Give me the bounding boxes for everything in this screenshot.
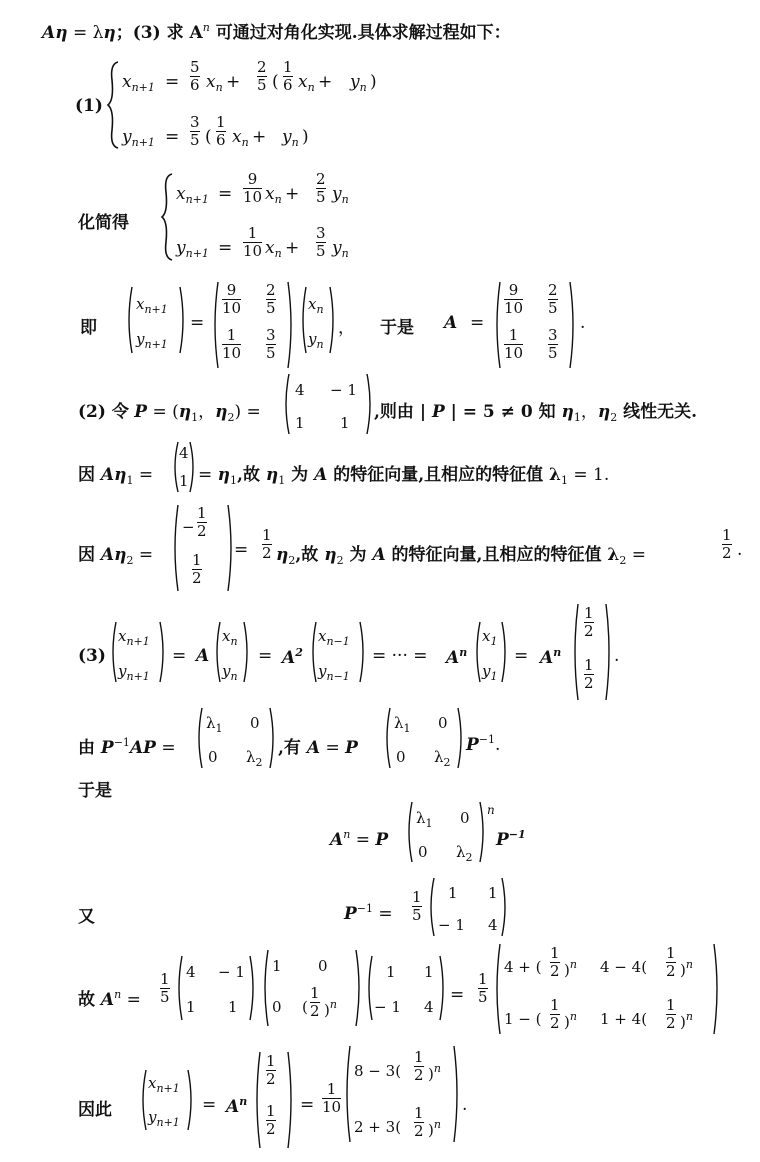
matA-m21: 1 10 xyxy=(504,326,524,362)
sys1-r1-lhs: $x_{n+1}$ xyxy=(122,72,155,94)
gu-r22f: 1 2 xyxy=(666,996,676,1032)
mat1-period: . xyxy=(580,313,586,333)
sys1-r1-x2: $x_n$ xyxy=(298,72,315,94)
gu-r12a: 4 − 4( xyxy=(600,958,648,976)
yushi-label: 于是 xyxy=(78,781,112,801)
you-m12: 1 xyxy=(488,884,498,902)
e1-v2: 1 xyxy=(179,472,189,490)
mat1-A: A xyxy=(444,313,458,333)
l3-eq4: = xyxy=(514,646,529,666)
gu-b22-frac: 1 2 xyxy=(310,984,320,1020)
sys1-r2-eq: = xyxy=(165,127,180,147)
mat1-m11: 9 10 xyxy=(222,281,242,317)
gu-r21f: 1 2 xyxy=(550,996,560,1032)
linep-text: (2) 令 $P = (\eta_1$，$\eta_2$) = xyxy=(78,402,261,424)
sys1-r1-frac3: 1 6 xyxy=(283,58,293,94)
l3-label: (3) xyxy=(78,646,106,666)
final-r2f: 1 2 xyxy=(414,1104,424,1140)
sys2-label: 化简得 xyxy=(78,213,129,233)
sys2-r1-y: $y_n$ xyxy=(332,184,349,206)
final-f1: 1 2 xyxy=(266,1052,276,1088)
sys1-r1-frac1: 5 6 xyxy=(190,58,200,94)
gu-a12: − 1 xyxy=(218,963,245,981)
gu-b22-open: ( xyxy=(302,998,308,1016)
final-v-bot: $y_{n+1}$ xyxy=(148,1108,180,1129)
gu-c11: 1 xyxy=(386,963,396,981)
mat1-eq: = xyxy=(190,313,205,333)
linep-m21: 1 xyxy=(295,414,305,432)
e2-v2: 1 2 xyxy=(192,551,202,587)
final-label: 因此 xyxy=(78,1100,112,1120)
diag-n11: $\lambda_1$ xyxy=(394,714,411,735)
sys1-r2-x: $x_n$ xyxy=(232,127,249,149)
matA-m22: 3 5 xyxy=(548,326,558,362)
you-left: $P^{-1}$ = xyxy=(344,902,393,924)
mat1-yushi: 于是 xyxy=(380,318,414,338)
diag-right: $P^{-1}$. xyxy=(466,733,501,755)
final-r2a: 2 + 3( xyxy=(354,1118,402,1136)
gu-r12f: 1 2 xyxy=(666,944,676,980)
sup-n: n xyxy=(202,21,210,34)
final-r1f: 1 2 xyxy=(414,1048,424,1084)
sys2-r1-eq: = xyxy=(218,184,233,204)
e2-period: . xyxy=(737,540,743,560)
l3-v1-bot: $y_{n+1}$ xyxy=(118,662,150,683)
eta: η xyxy=(103,23,116,43)
gu-frac2: 1 5 xyxy=(478,970,488,1006)
gu-b11: 1 xyxy=(272,957,282,975)
matA-m11: 9 10 xyxy=(504,281,524,317)
e2-left: 因 $A\eta_2$ = xyxy=(78,545,154,567)
sys2-r1-x: $x_n$ xyxy=(265,184,282,206)
sys2-r2-frac1: 1 10 xyxy=(243,224,263,260)
gu-a22: 1 xyxy=(228,998,238,1016)
l3-eq1: = xyxy=(172,646,187,666)
sys2-r2-eq: = xyxy=(218,238,233,258)
e2-val: 1 2 xyxy=(722,526,732,562)
l3-f2: 1 2 xyxy=(584,656,594,692)
gu-r12b: )$^n$ xyxy=(680,958,693,979)
e1-left: 因 $A\eta_1$ = xyxy=(78,465,154,487)
gu-b12: 0 xyxy=(318,957,328,975)
diag-n12: 0 xyxy=(438,714,448,732)
e2-v1: 1 2 xyxy=(197,504,207,540)
diag-m11: $\lambda_1$ xyxy=(206,714,223,735)
l3-v4-bot: $y_1$ xyxy=(482,662,498,683)
l3-f1: 1 2 xyxy=(584,604,594,640)
e1-v1: 4 xyxy=(179,444,189,462)
l3-A2: $A^2$ xyxy=(282,646,303,668)
sys1-r2-lhs: $y_{n+1}$ xyxy=(122,127,155,149)
gu-eq2: = xyxy=(450,985,465,1005)
l3-A4: $A^n$ xyxy=(540,646,562,668)
gu-b21: 0 xyxy=(272,998,282,1016)
eq-lambda: = λ xyxy=(67,23,104,43)
gu-r11a: 4 + ( xyxy=(504,958,542,976)
diag-m21: 0 xyxy=(208,748,218,766)
an-left: $A^n = P$ xyxy=(330,828,389,850)
gu-r21b: )$^n$ xyxy=(564,1010,577,1031)
sys1-r1-popen: ( xyxy=(272,72,279,92)
gu-frac: 1 5 xyxy=(160,970,170,1006)
sys2-r1-frac1: 9 10 xyxy=(243,170,263,206)
l3-v3-bot: $y_{n-1}$ xyxy=(318,662,350,683)
linep-m11: 4 xyxy=(295,381,305,399)
l3-eq3: = ··· = xyxy=(372,646,428,666)
mat1-vec1-bot: $y_{n+1}$ xyxy=(136,330,168,351)
gu-c12: 1 xyxy=(424,963,434,981)
final-A: $A^n$ xyxy=(226,1095,248,1117)
e2-coef: 1 2 xyxy=(262,526,272,562)
you-m22: 4 xyxy=(488,916,498,934)
l3-v1-top: $x_{n+1}$ xyxy=(118,627,150,648)
l3-period: . xyxy=(614,646,620,666)
an-sup2: n xyxy=(487,803,495,817)
diag-mid: ,有 A = P xyxy=(278,738,358,758)
l3-v2-top: $x_n$ xyxy=(222,627,238,648)
sys2-r2-plus: + xyxy=(285,238,300,258)
diag-left: 由 $P^{-1}AP$ = xyxy=(78,736,176,758)
mat1-eq2: = xyxy=(470,313,485,333)
mat1-vec1-top: $x_{n+1}$ xyxy=(136,295,168,316)
mat1-comma: ， xyxy=(338,318,355,338)
sys1-r2-popen: ( xyxy=(205,127,212,147)
mat1-m21: 1 10 xyxy=(222,326,242,362)
sys1-r2-frac1: 3 5 xyxy=(190,113,200,149)
diag-n21: 0 xyxy=(396,748,406,766)
diag-m12: 0 xyxy=(250,714,260,732)
diag-m22: $\lambda_2$ xyxy=(246,748,263,769)
sys1-r1-y: $y_n$ xyxy=(350,72,367,94)
intro-rest: 可通过对角化实现.具体求解过程如下： xyxy=(209,23,511,43)
sys2-r2-y: $y_n$ xyxy=(332,238,349,260)
an-m12: 0 xyxy=(460,809,470,827)
final-r1a: 8 − 3( xyxy=(354,1062,402,1080)
mat1-label: 即 xyxy=(80,318,97,338)
e2-eq2: = xyxy=(234,540,249,560)
sys2-r1-lhs: $x_{n+1}$ xyxy=(176,184,209,206)
final-eq2: = xyxy=(300,1095,315,1115)
final-r2b: )$^n$ xyxy=(428,1118,441,1139)
final-period: . xyxy=(462,1095,468,1115)
final-v-top: $x_{n+1}$ xyxy=(148,1074,180,1095)
you-label: 又 xyxy=(78,907,95,927)
mat1-vec2-bot: $y_n$ xyxy=(308,330,324,351)
sys1-r1-plus2: + xyxy=(318,72,333,92)
sys2-brace xyxy=(160,172,174,262)
l3-v4-top: $x_1$ xyxy=(482,627,498,648)
sys2-r2-lhs: $y_{n+1}$ xyxy=(176,238,209,260)
an-P2: $P^{-1}$ xyxy=(496,828,526,850)
sys2-r1-frac2: 2 5 xyxy=(316,170,326,206)
gu-a21: 1 xyxy=(186,998,196,1016)
mat1-m12: 2 5 xyxy=(266,281,276,317)
gu-b22-close: )$^n$ xyxy=(324,998,337,1019)
l3-v3-top: $x_{n-1}$ xyxy=(318,627,350,648)
final-coef: 1 10 xyxy=(322,1080,342,1116)
you-m11: 1 xyxy=(448,884,458,902)
l3-A3: $A^n$ xyxy=(446,646,468,668)
gu-a11: 4 xyxy=(186,963,196,981)
sys1-r1-x: $x_n$ xyxy=(206,72,223,94)
sys1-brace xyxy=(106,60,120,150)
sys1-r2-plus: + xyxy=(252,127,267,147)
matA-m12: 2 5 xyxy=(548,281,558,317)
gu-r22b: )$^n$ xyxy=(680,1010,693,1031)
final-r1b: )$^n$ xyxy=(428,1062,441,1083)
sys1-r1-eq: = xyxy=(165,72,180,92)
l3-eq2: = xyxy=(258,646,273,666)
you-frac: 1 5 xyxy=(412,888,422,924)
sys2-r2-x: $x_n$ xyxy=(265,238,282,260)
you-m21: − 1 xyxy=(438,916,465,934)
a-eta: Aη xyxy=(42,23,68,43)
e2-right: $\eta_2$,故 $\eta_2$ 为 A 的特征向量,且相应的特征值 $\lambda_2$ = xyxy=(276,545,646,567)
sys1-r1-frac2: 2 5 xyxy=(257,58,267,94)
gu-left: 故 $A^n$ = xyxy=(78,988,141,1010)
e2-v1-sign: − xyxy=(182,518,195,536)
sys1-label: (1) xyxy=(75,96,103,116)
sys2-r1-plus: + xyxy=(285,184,300,204)
sys2-r2-frac2: 3 5 xyxy=(316,224,326,260)
l3-v2-bot: $y_n$ xyxy=(222,662,238,683)
mat1-m22: 3 5 xyxy=(266,326,276,362)
step3-text: ；(3) 求 A xyxy=(115,23,203,43)
sys1-r1-pclose: ) xyxy=(370,72,377,92)
sys1-r2-y: $y_n$ xyxy=(282,127,299,149)
gu-r22a: 1 + 4( xyxy=(600,1010,648,1028)
gu-r21a: 1 − ( xyxy=(504,1010,542,1028)
linep-rest: ,则由 | P | = 5 ≠ 0 知 $\eta_1$，$\eta_2$ 线性无关. xyxy=(374,402,698,424)
gu-c22: 4 xyxy=(424,998,434,1016)
gu-r11f: 1 2 xyxy=(550,944,560,980)
gu-c21: − 1 xyxy=(374,998,401,1016)
sys1-r2-pclose: ) xyxy=(302,127,309,147)
l3-A1: A xyxy=(196,646,210,666)
linep-m12: − 1 xyxy=(330,381,357,399)
an-m22: $\lambda_2$ xyxy=(456,843,473,864)
an-m21: 0 xyxy=(418,843,428,861)
sys1-r2-frac2: 1 6 xyxy=(216,113,226,149)
mat1-vec2-top: $x_n$ xyxy=(308,295,324,316)
sys1-r1-plus: + xyxy=(226,72,241,92)
diag-n22: $\lambda_2$ xyxy=(434,748,451,769)
final-eq: = xyxy=(202,1095,217,1115)
linep-m22: 1 xyxy=(340,414,350,432)
final-f2: 1 2 xyxy=(266,1102,276,1138)
an-m11: $\lambda_1$ xyxy=(416,809,433,830)
e1-right: = $\eta_1$,故 $\eta_1$ 为 A 的特征向量,且相应的特征值 $\lambda_1 = 1$. xyxy=(198,465,610,487)
gu-r11b: )$^n$ xyxy=(564,958,577,979)
